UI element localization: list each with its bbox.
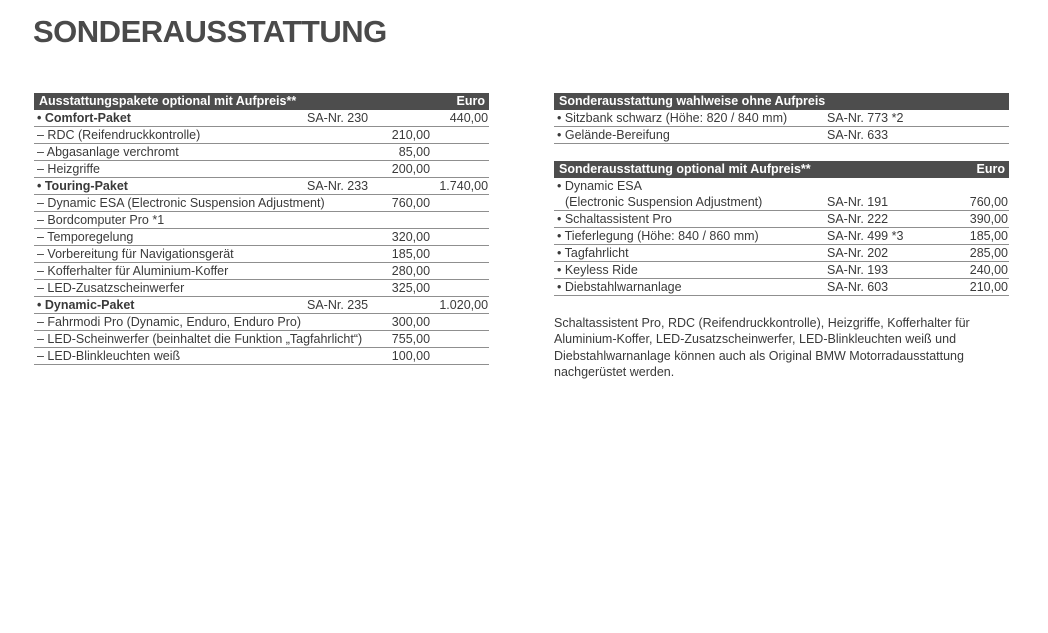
option-name: – LED-Scheinwerfer (beinhaltet die Funktion „Tagfahrlicht“) xyxy=(34,331,304,348)
package-row xyxy=(34,178,489,195)
package-row xyxy=(34,297,489,314)
item-price: 320,00 xyxy=(374,229,431,246)
package-item-row xyxy=(34,144,489,161)
sa-number xyxy=(304,144,374,161)
free-options-table xyxy=(554,93,1009,144)
item-price: 185,00 xyxy=(934,228,1009,245)
option-name: • Dynamic-Paket xyxy=(34,297,304,314)
item-price: 760,00 xyxy=(374,195,431,212)
table-row xyxy=(554,228,1009,245)
item-price xyxy=(374,297,431,314)
option-name: – Bordcomputer Pro *1 xyxy=(34,212,304,229)
package-price xyxy=(431,161,489,178)
item-price: 85,00 xyxy=(374,144,431,161)
package-price xyxy=(431,263,489,280)
page-title: SONDERAUSSTATTUNG xyxy=(33,14,387,49)
package-item-row xyxy=(34,280,489,297)
item-price xyxy=(934,178,1009,194)
item-price: 240,00 xyxy=(934,262,1009,279)
option-name: • Sitzbank schwarz (Höhe: 820 / 840 mm) xyxy=(554,110,824,127)
sa-number: SA-Nr. 633 xyxy=(824,127,934,144)
sa-number xyxy=(304,348,374,365)
table-row xyxy=(554,194,1009,211)
item-price: 755,00 xyxy=(374,331,431,348)
item-price xyxy=(374,178,431,195)
option-name: (Electronic Suspension Adjustment) xyxy=(554,194,824,211)
package-options-table xyxy=(34,93,489,365)
option-name: – Temporegelung xyxy=(34,229,304,246)
package-price xyxy=(431,314,489,331)
sa-number: SA-Nr. 235 xyxy=(304,297,374,314)
option-name: • Keyless Ride xyxy=(554,262,824,279)
package-item-row xyxy=(34,212,489,229)
package-table-header: Ausstattungspakete optional mit Aufpreis** xyxy=(34,93,431,110)
package-item-row xyxy=(34,161,489,178)
option-name: – Abgasanlage verchromt xyxy=(34,144,304,161)
package-item-row xyxy=(34,314,489,331)
package-price: 1.020,00 xyxy=(431,297,489,314)
option-name: • Dynamic ESA xyxy=(557,179,642,193)
package-price xyxy=(431,331,489,348)
package-item-row xyxy=(34,127,489,144)
sa-number: SA-Nr. 233 xyxy=(304,178,374,195)
package-price xyxy=(431,280,489,297)
option-name: • Touring-Paket xyxy=(34,178,304,195)
sa-number xyxy=(304,314,374,331)
item-price: 325,00 xyxy=(374,280,431,297)
package-price: 1.740,00 xyxy=(431,178,489,195)
option-name: – Vorbereitung für Navigationsgerät xyxy=(34,246,304,263)
table-row xyxy=(554,127,1009,144)
sa-number: SA-Nr. 202 xyxy=(824,245,934,262)
package-item-row xyxy=(34,348,489,365)
item-price: 200,00 xyxy=(374,161,431,178)
sa-number: SA-Nr. 193 xyxy=(824,262,934,279)
item-price: 185,00 xyxy=(374,246,431,263)
sa-number xyxy=(304,263,374,280)
sa-number: SA-Nr. 191 xyxy=(824,194,934,211)
option-name: • Diebstahlwarnanlage xyxy=(554,279,824,296)
table-row xyxy=(554,262,1009,279)
package-price xyxy=(431,144,489,161)
sa-number xyxy=(304,229,374,246)
item-price xyxy=(934,110,1009,127)
option-name: – Dynamic ESA (Electronic Suspension Adjustment) xyxy=(34,195,304,212)
package-item-row xyxy=(34,195,489,212)
option-name: – LED-Zusatzscheinwerfer xyxy=(34,280,304,297)
table-row xyxy=(554,211,1009,228)
option-name: – Heizgriffe xyxy=(34,161,304,178)
sa-number: SA-Nr. 230 xyxy=(304,110,374,127)
package-item-row xyxy=(34,331,489,348)
item-price xyxy=(374,212,431,229)
option-name: • Comfort-Paket xyxy=(34,110,304,127)
sa-number: SA-Nr. 773 *2 xyxy=(824,110,934,127)
free-options-header: Sonderausstattung wahlweise ohne Aufpreis xyxy=(554,93,1009,110)
table-row xyxy=(554,279,1009,296)
sa-number xyxy=(304,280,374,297)
package-price xyxy=(431,195,489,212)
item-price: 285,00 xyxy=(934,245,1009,262)
sa-number xyxy=(304,161,374,178)
sa-number: SA-Nr. 222 xyxy=(824,211,934,228)
item-price xyxy=(934,127,1009,144)
package-price xyxy=(431,348,489,365)
item-price: 280,00 xyxy=(374,263,431,280)
item-price: 300,00 xyxy=(374,314,431,331)
package-item-row xyxy=(34,246,489,263)
package-price xyxy=(431,212,489,229)
paid-options-header: Sonderausstattung optional mit Aufpreis** xyxy=(554,161,934,178)
package-item-row xyxy=(34,229,489,246)
package-price xyxy=(431,229,489,246)
retrofit-footnote: Schaltassistent Pro, RDC (Reifendruckkontrolle), Heizgriffe, Kofferhalter für Aluminium-Koffer, LED-Zusatzscheinwerfer, LED-Blinkleuchten weiß und Diebstahlwarnanlage können auch als Original BMW Motorradausstattung nachgerüstet werden. xyxy=(554,316,970,379)
option-name: • Gelände-Bereifung xyxy=(554,127,824,144)
euro-column-header: Euro xyxy=(934,161,1009,178)
option-name: – LED-Blinkleuchten weiß xyxy=(34,348,304,365)
item-price: 210,00 xyxy=(934,279,1009,296)
option-name: – Fahrmodi Pro (Dynamic, Enduro, Enduro Pro) xyxy=(34,314,304,331)
sa-number xyxy=(824,178,934,194)
table-row xyxy=(554,110,1009,127)
item-price: 210,00 xyxy=(374,127,431,144)
option-name: • Tagfahrlicht xyxy=(554,245,824,262)
sa-number: SA-Nr. 603 xyxy=(824,279,934,296)
item-price: 390,00 xyxy=(934,211,1009,228)
sa-number xyxy=(304,246,374,263)
table-row xyxy=(554,178,1009,194)
item-price: 760,00 xyxy=(934,194,1009,211)
option-name: – Kofferhalter für Aluminium-Koffer xyxy=(34,263,304,280)
sa-number xyxy=(304,127,374,144)
item-price xyxy=(374,110,431,127)
option-name: • Schaltassistent Pro xyxy=(554,211,824,228)
package-item-row xyxy=(34,263,489,280)
option-name: – RDC (Reifendruckkontrolle) xyxy=(34,127,304,144)
table-row xyxy=(554,245,1009,262)
euro-column-header: Euro xyxy=(431,93,489,110)
item-price: 100,00 xyxy=(374,348,431,365)
package-price xyxy=(431,127,489,144)
option-name: • Tieferlegung (Höhe: 840 / 860 mm) xyxy=(554,228,824,245)
paid-options-table xyxy=(554,161,1009,296)
sa-number: SA-Nr. 499 *3 xyxy=(824,228,934,245)
package-price: 440,00 xyxy=(431,110,489,127)
package-row xyxy=(34,110,489,127)
sa-number xyxy=(304,212,374,229)
package-price xyxy=(431,246,489,263)
